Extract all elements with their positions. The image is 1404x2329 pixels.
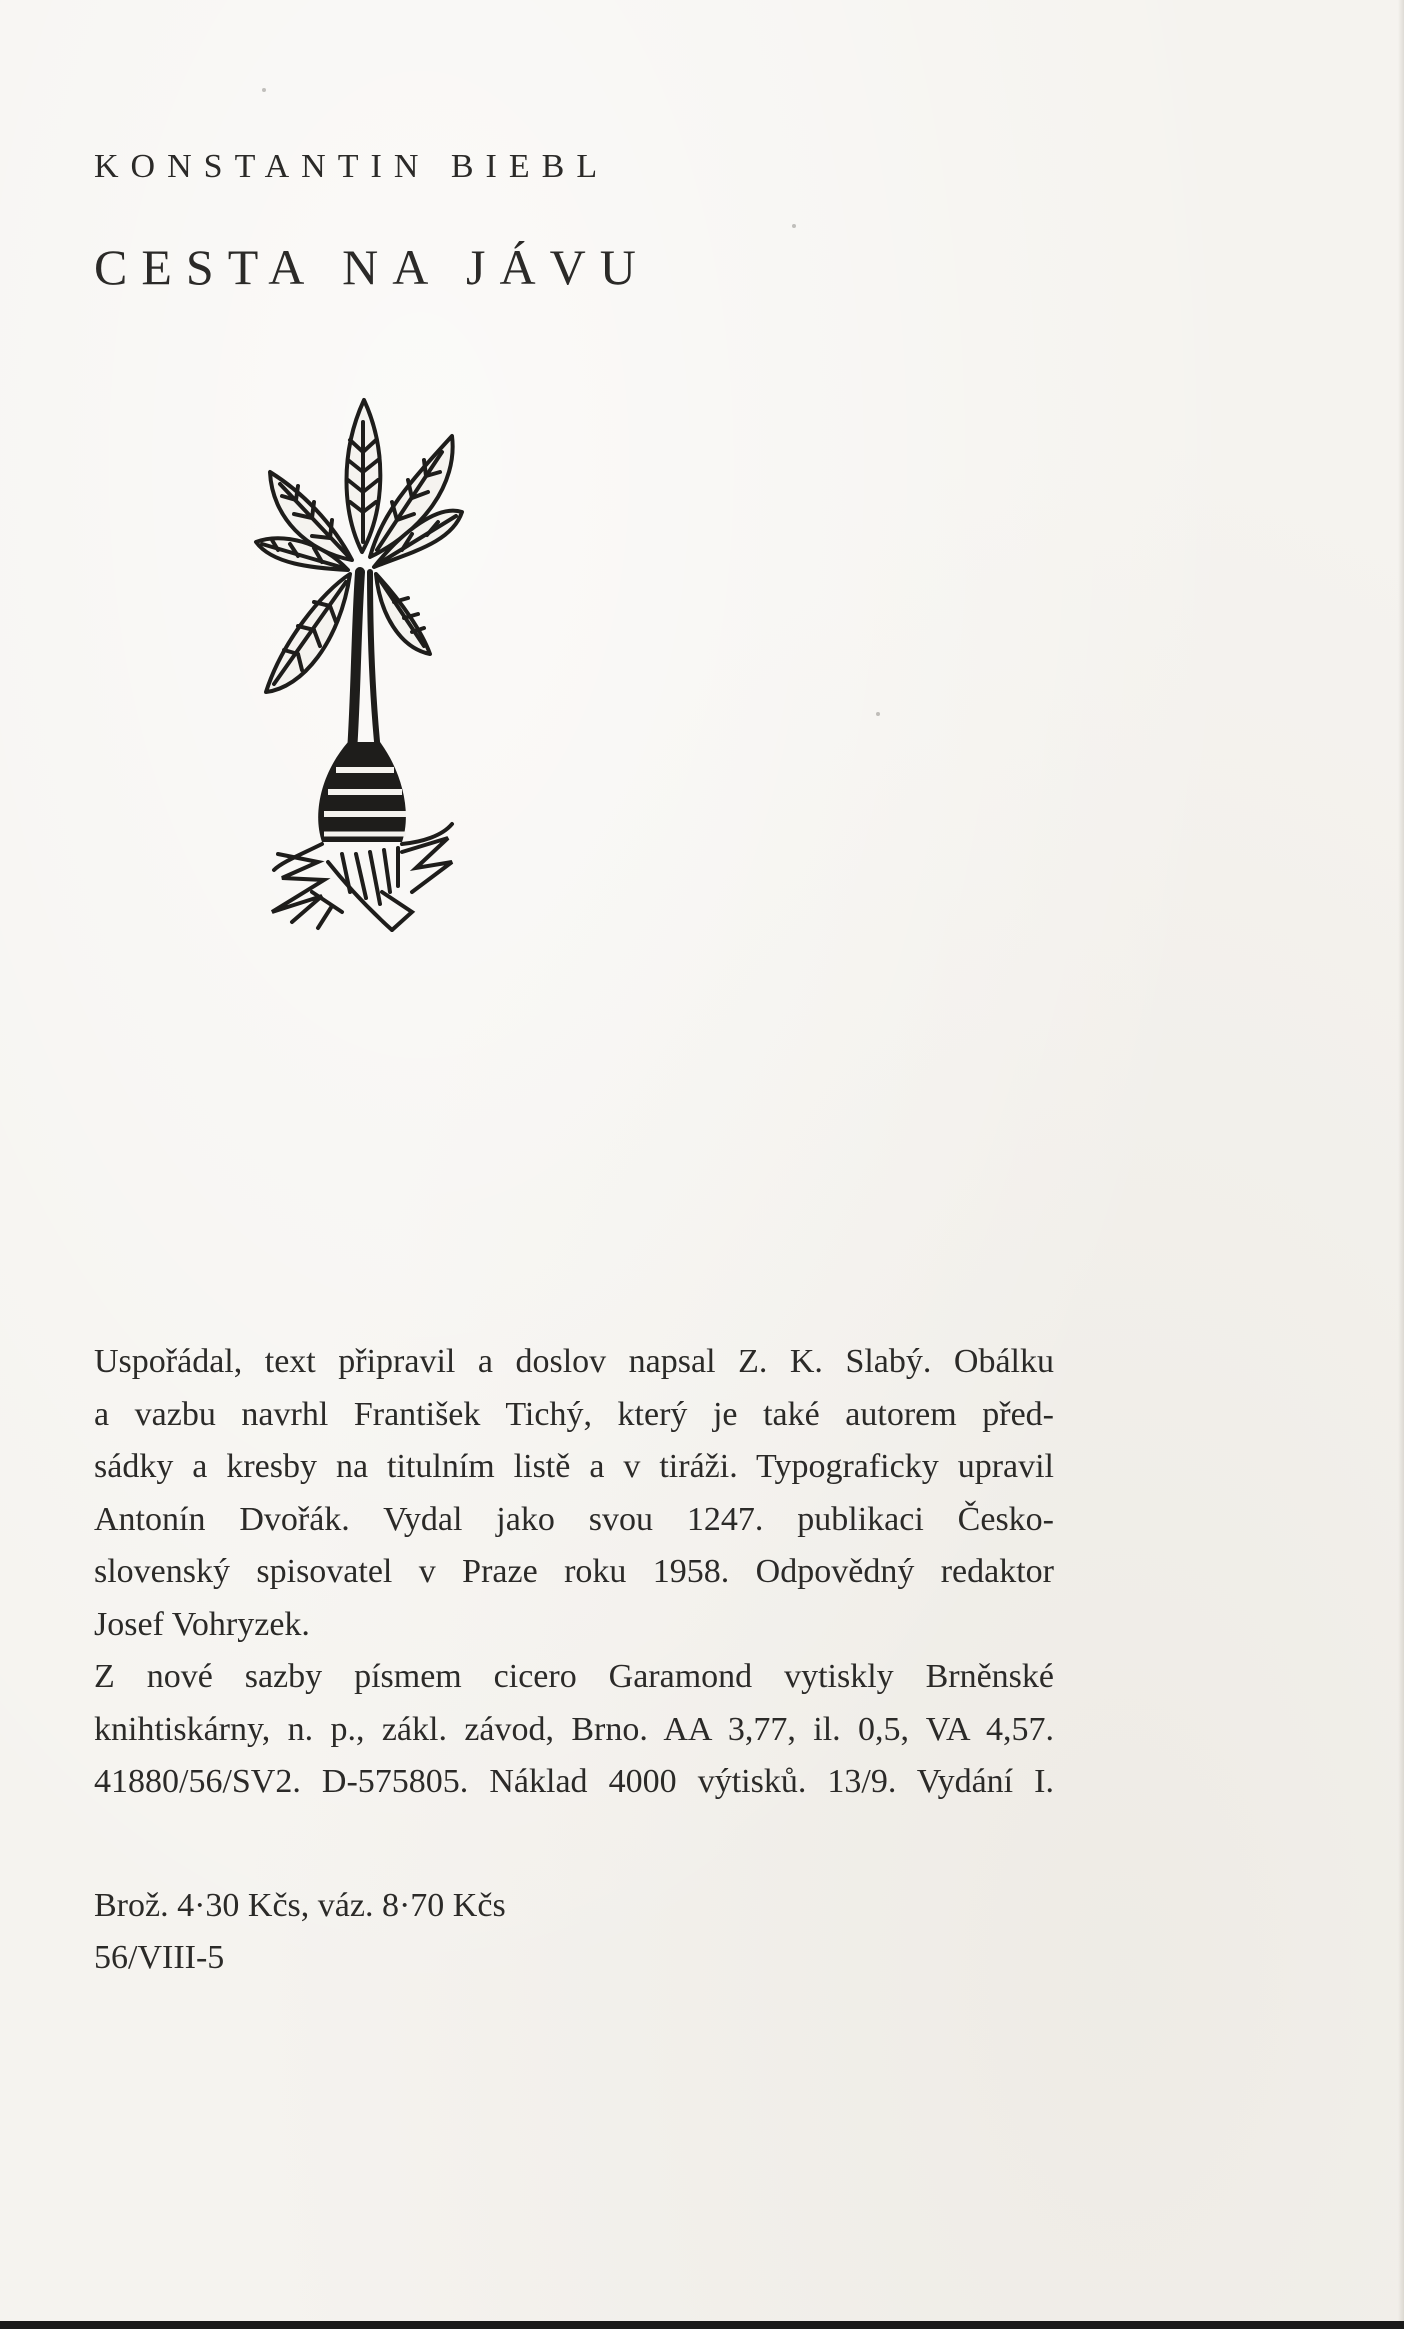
price-line: Brož. 4·30 Kčs, váz. 8·70 Kčs <box>94 1887 506 1924</box>
paper-speck <box>876 712 880 716</box>
colophon-line: Antonín Dvořák. Vydal jako svou 1247. publikaci Česko- <box>94 1500 1054 1538</box>
colophon-line: sádky a kresby na titulním listě a v tiráži. Typograficky upravil <box>94 1448 1054 1485</box>
book-title: CESTA NA JÁVU <box>94 239 650 295</box>
colophon-line: a vazbu navrhl František Tichý, který je také autorem před- <box>94 1395 1054 1433</box>
colophon <box>94 1336 1054 1809</box>
paper-speck <box>792 224 796 228</box>
colophon-line: knihtiskárny, n. p., zákl. závod, Brno. AA 3,77, il. 0,5, VA 4,57. <box>94 1710 1054 1748</box>
colophon-line: Z nové sazby písmem cicero Garamond vytiskly Brněnské <box>94 1658 1054 1695</box>
paper-speck <box>262 88 266 92</box>
colophon-line: slovenský spisovatel v Praze roku 1958. Odpovědný redaktor <box>94 1553 1054 1590</box>
palm-tree-woodcut-icon <box>252 392 472 932</box>
colophon-line: 41880/56/SV2. D-575805. Náklad 4000 výtisků. 13/9. Vydání I. <box>94 1763 1054 1800</box>
page-bottom-edge <box>0 2321 1404 2329</box>
price-block <box>94 1880 506 1984</box>
author-name: KONSTANTIN BIEBL <box>94 148 610 185</box>
colophon-line: Josef Vohryzek. <box>94 1605 310 1643</box>
page-edge <box>1398 0 1404 2329</box>
catalog-code: 56/VIII-5 <box>94 1939 225 1976</box>
colophon-line: Uspořádal, text připravil a doslov napsal Z. K. Slabý. Obálku <box>94 1343 1054 1380</box>
